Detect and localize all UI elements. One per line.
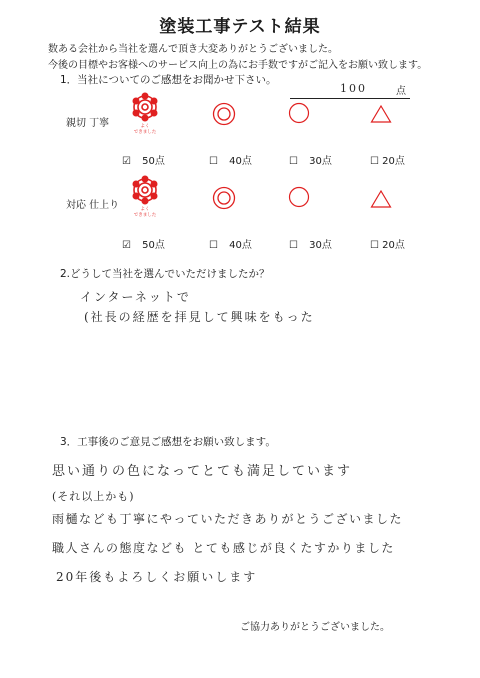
score-underline [290, 98, 410, 99]
triangle-icon [370, 104, 392, 124]
q3-answer-line-2: (それ以上かも) [52, 490, 135, 503]
q3-answer-line-3: 雨樋なども丁寧にやっていただきありがとうございました [52, 512, 404, 526]
checkbox[interactable]: ☐ [289, 240, 298, 251]
double-circle-icon [212, 186, 236, 210]
intro-line-1: 数ある会社から当社を選んで頂き大変ありがとうございました。 [48, 44, 338, 55]
q2-heading: 2.どうして当社を選んでいただけましたか？ [60, 268, 270, 280]
q1-heading: 1．当社についてのご感想をお聞かせ下さい。 [60, 74, 277, 86]
stamp-text-1: よく [140, 207, 150, 212]
footer-thanks: ご協力ありがとうございました。 [240, 622, 390, 633]
checkbox[interactable]: ☐ [370, 156, 379, 167]
option-50-row1[interactable]: ☑ 50点 [122, 156, 165, 167]
stamp-text-2: できました [133, 130, 157, 135]
circle-icon [288, 102, 310, 124]
q3-answer-line-5: 20年後もよろしくお願いします [56, 570, 258, 584]
page-title: 塗装工事テスト結果 [159, 17, 321, 37]
stamp-flower-icon [127, 176, 163, 224]
q3-answer-line-4: 職人さんの態度なども とても感じが良くたすかりました [52, 541, 395, 555]
stamp-text-2: できました [133, 213, 157, 218]
option-20-row1[interactable]: ☐ 20点 [370, 156, 405, 167]
triangle-icon [370, 189, 392, 209]
checkbox-checked[interactable]: ☑ [122, 156, 131, 167]
stamp-text-1: よく [140, 124, 150, 129]
checkbox[interactable]: ☐ [209, 240, 218, 251]
option-30-row1[interactable]: ☐ 30点 [289, 156, 332, 167]
checkbox-checked[interactable]: ☑ [122, 240, 131, 251]
option-50-row2[interactable]: ☑ 50点 [122, 240, 165, 251]
intro-line-2: 今後の目標やお客様へのサービス向上の為にお手数ですがご記入をお願い致します。 [48, 60, 428, 71]
q3-heading: 3．工事後のご意見ご感想をお願い致します。 [60, 436, 276, 448]
q3-answer-line-1: 思い通りの色になってとても満足しています [52, 464, 353, 479]
option-40-row1[interactable]: ☐ 40点 [209, 156, 252, 167]
option-30-row2[interactable]: ☐ 30点 [289, 240, 332, 251]
row-label-kindness: 親切 丁寧 [66, 118, 110, 129]
circle-icon [288, 186, 310, 208]
stamp-flower-icon [127, 93, 163, 141]
checkbox[interactable]: ☐ [289, 156, 298, 167]
row-label-finish: 対応 仕上り [66, 200, 120, 211]
option-40-row2[interactable]: ☐ 40点 [209, 240, 252, 251]
q2-answer-line-2: (社長の経歴を拝見して興味をもった [84, 310, 315, 324]
score-unit: 点 [396, 86, 406, 97]
double-circle-icon [212, 102, 236, 126]
q2-answer-line-1: インターネットで [80, 290, 191, 304]
option-20-row2[interactable]: ☐ 20点 [370, 240, 405, 251]
checkbox[interactable]: ☐ [370, 240, 379, 251]
checkbox[interactable]: ☐ [209, 156, 218, 167]
score-value: 100 [340, 82, 367, 95]
